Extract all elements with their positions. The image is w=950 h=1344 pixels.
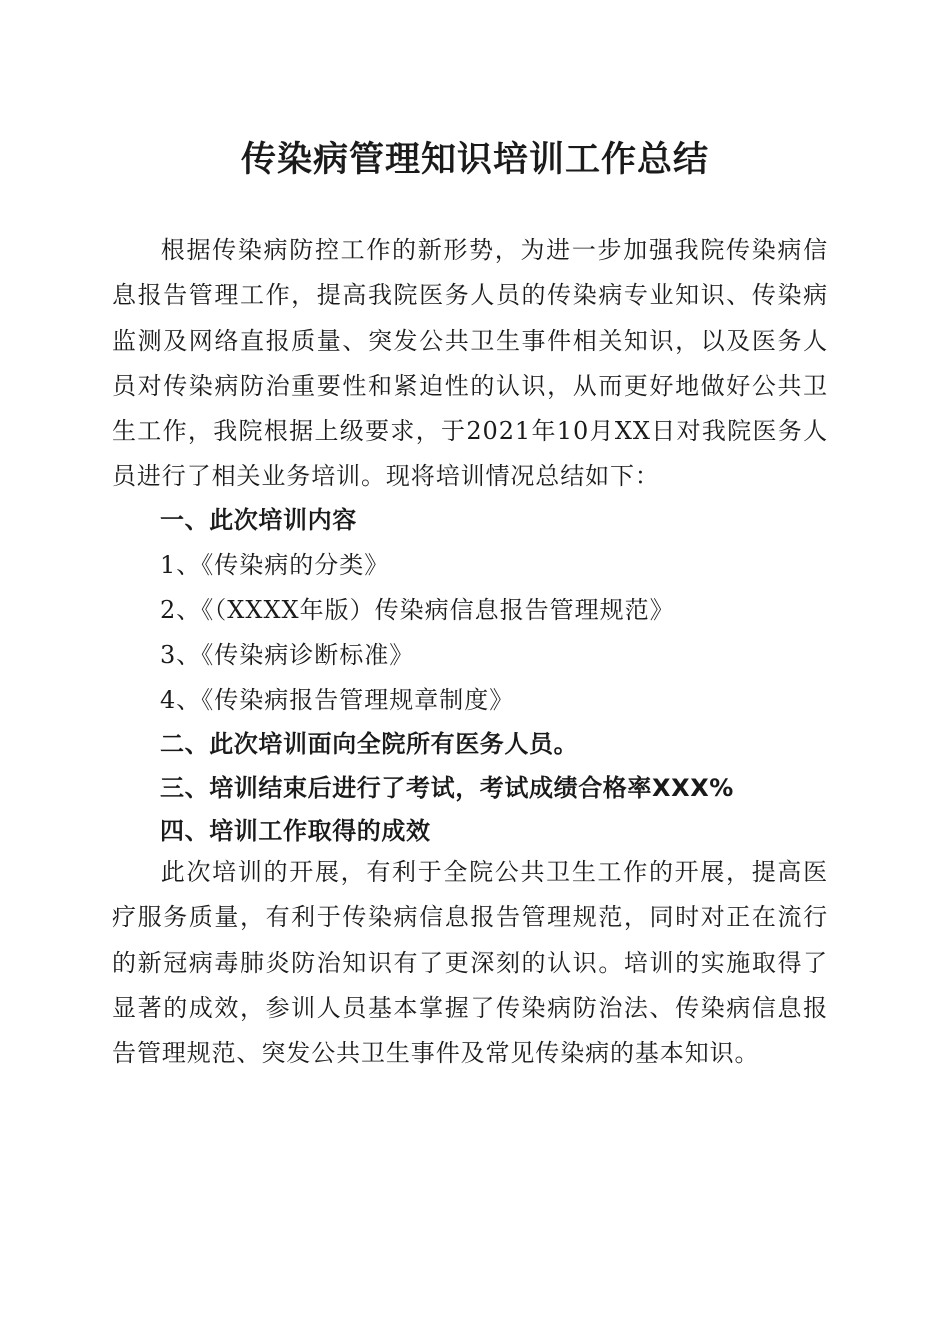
intro-text: 根据传染病防控工作的新形势，为进一步加强我院传染病信息报告管理工作，提高我院医务人员的传染病专业知识、传染病监测及网络直报质量、突发公共卫生事件相关知识，以及医务人员对传染病防治重要性和紧迫性的认识，从而更好地做好公共卫生工作，我院根据上级要求，于2021年10月XX日对我院医务人员进行了相关业务培训。现将培训情况总结如下： — [112, 236, 828, 491]
results-paragraph — [112, 850, 828, 1076]
results-text: 此次培训的开展，有利于全院公共卫生工作的开展，提高医疗服务质量，有利于传染病信息报告管理规范，同时对正在流行的新冠病毒肺炎防治知识有了更深刻的认识。培训的实施取得了显著的成效，参训人员基本掌握了传染病防治法、传染病信息报告管理规范、突发公共卫生事件及常见传染病的基本知识。 — [112, 858, 828, 1068]
document-title: 传染病管理知识培训工作总结 — [240, 139, 709, 180]
training-item-3: 3、《传染病诊断标准》 — [160, 641, 415, 669]
section-heading-training-content: 一、此次培训内容 — [160, 506, 357, 534]
section-heading-results: 四、培训工作取得的成效 — [160, 817, 431, 845]
intro-paragraph — [112, 228, 828, 500]
section-heading-exam: 三、培训结束后进行了考试，考试成绩合格率XXX% — [160, 774, 734, 802]
training-item-4: 4、《传染病报告管理规章制度》 — [160, 686, 515, 714]
section-heading-audience: 二、此次培训面向全院所有医务人员。 — [160, 730, 579, 758]
training-item-1: 1、《传染病的分类》 — [160, 551, 390, 579]
training-item-2: 2、《（XXXX年版）传染病信息报告管理规范》 — [160, 596, 675, 624]
